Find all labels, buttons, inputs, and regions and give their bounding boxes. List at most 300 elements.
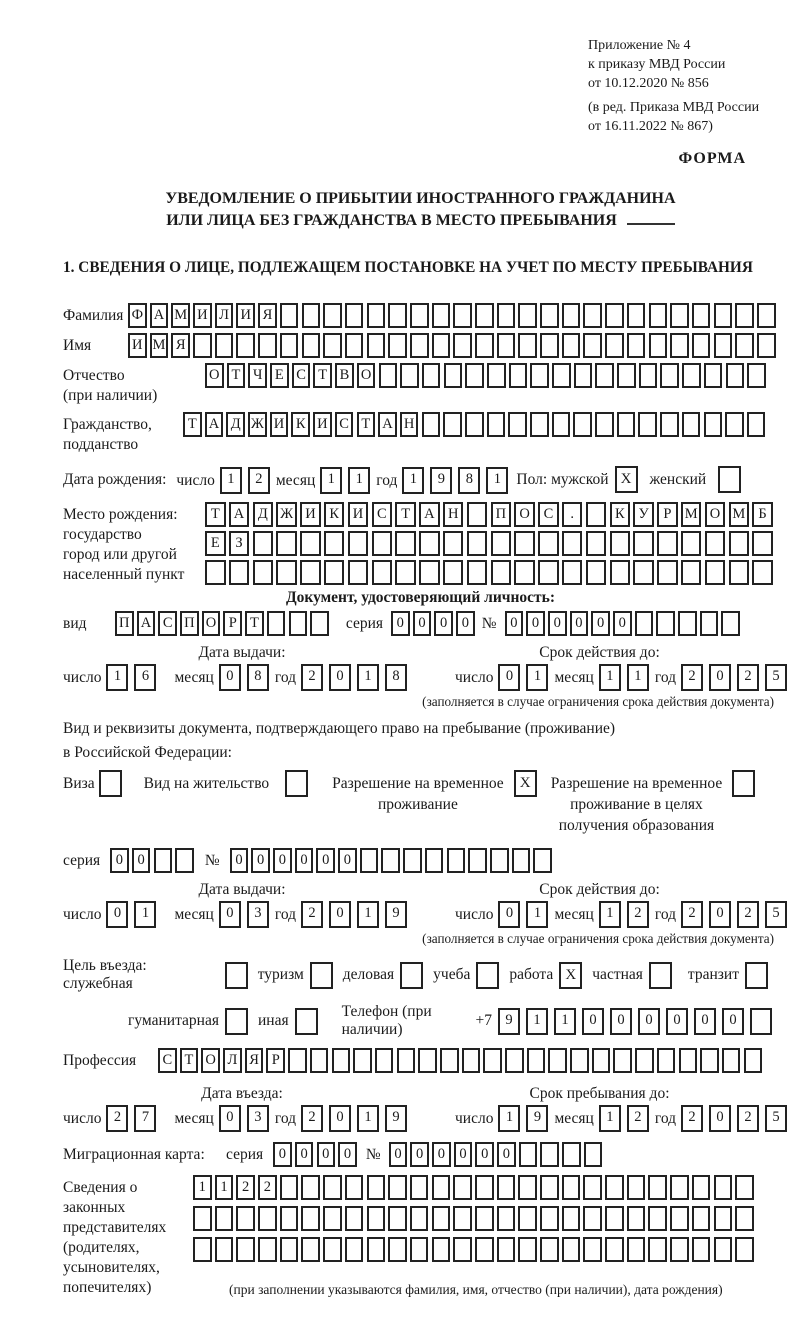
char-cell[interactable]: 2 [681,1105,703,1132]
char-cell[interactable]: 0 [694,1008,716,1035]
char-cell[interactable]: О [705,502,726,527]
char-cell[interactable]: Т [205,502,226,527]
birth-year-cells[interactable] [402,467,514,494]
char-cell[interactable] [518,1175,537,1200]
char-cell[interactable]: 1 [599,664,621,691]
char-cell[interactable] [747,363,766,388]
char-cell[interactable] [613,1048,632,1073]
char-cell[interactable]: 1 [599,1105,621,1132]
resdoc-valid-month-cells[interactable] [599,901,655,928]
char-cell[interactable]: М [681,502,702,527]
char-cell[interactable]: 0 [329,901,351,928]
char-cell[interactable] [605,1175,624,1200]
char-cell[interactable] [345,1206,364,1231]
char-cell[interactable] [372,531,393,556]
char-cell[interactable]: С [538,502,559,527]
char-cell[interactable] [518,1206,537,1231]
char-cell[interactable]: 0 [498,664,520,691]
char-cell[interactable]: 2 [301,1105,323,1132]
char-cell[interactable] [610,531,631,556]
entry-month-cells[interactable] [219,1105,275,1132]
char-cell[interactable]: Ж [248,412,267,437]
char-cell[interactable] [467,531,488,556]
char-cell[interactable] [205,560,226,585]
char-cell[interactable] [540,1206,559,1231]
char-cell[interactable] [410,303,429,328]
char-cell[interactable]: 0 [722,1008,744,1035]
char-cell[interactable]: Д [226,412,245,437]
char-cell[interactable]: 0 [526,611,545,636]
char-cell[interactable] [487,412,506,437]
char-cell[interactable]: 0 [497,1142,516,1167]
char-cell[interactable]: 1 [526,1008,548,1035]
char-cell[interactable] [302,333,321,358]
char-cell[interactable] [258,333,277,358]
char-cell[interactable] [193,1237,212,1262]
char-cell[interactable]: 8 [458,467,480,494]
char-cell[interactable] [617,363,636,388]
char-cell[interactable] [332,1048,351,1073]
birth-day-cells[interactable] [220,467,276,494]
char-cell[interactable]: 2 [627,901,649,928]
char-cell[interactable]: 0 [570,611,589,636]
birthplace-row3-cells[interactable] [205,560,776,585]
char-cell[interactable] [388,1206,407,1231]
char-cell[interactable]: С [158,1048,177,1073]
char-cell[interactable] [725,412,744,437]
char-cell[interactable] [639,363,658,388]
char-cell[interactable]: 2 [106,1105,128,1132]
visa-checkbox[interactable] [99,770,122,797]
char-cell[interactable] [595,363,614,388]
char-cell[interactable]: 1 [348,467,370,494]
char-cell[interactable]: 1 [357,664,379,691]
char-cell[interactable] [692,1175,711,1200]
char-cell[interactable]: 0 [317,1142,336,1167]
resdoc-issue-month-cells[interactable] [219,901,275,928]
char-cell[interactable] [491,560,512,585]
char-cell[interactable] [505,1048,524,1073]
char-cell[interactable]: О [201,1048,220,1073]
char-cell[interactable]: 2 [681,901,703,928]
char-cell[interactable] [660,412,679,437]
char-cell[interactable] [215,333,234,358]
stay-year-cells[interactable] [681,1105,793,1132]
char-cell[interactable] [610,560,631,585]
char-cell[interactable]: 0 [582,1008,604,1035]
reps-row2-cells[interactable] [193,1206,757,1231]
purpose-business-checkbox[interactable] [400,962,423,989]
char-cell[interactable]: Я [245,1048,264,1073]
char-cell[interactable] [444,363,463,388]
char-cell[interactable]: У [633,502,654,527]
purpose-other-checkbox[interactable] [295,1008,318,1035]
char-cell[interactable] [280,1175,299,1200]
char-cell[interactable]: 2 [236,1175,255,1200]
char-cell[interactable] [345,303,364,328]
char-cell[interactable]: 7 [134,1105,156,1132]
char-cell[interactable] [562,1237,581,1262]
char-cell[interactable]: 0 [591,611,610,636]
char-cell[interactable] [348,531,369,556]
char-cell[interactable] [670,303,689,328]
char-cell[interactable]: Ф [128,303,147,328]
char-cell[interactable] [443,531,464,556]
char-cell[interactable]: 0 [329,1105,351,1132]
char-cell[interactable] [432,1206,451,1231]
char-cell[interactable] [258,1206,277,1231]
char-cell[interactable] [605,303,624,328]
char-cell[interactable] [562,560,583,585]
char-cell[interactable] [657,1048,676,1073]
char-cell[interactable]: 1 [220,467,242,494]
char-cell[interactable] [175,848,194,873]
char-cell[interactable] [410,1237,429,1262]
char-cell[interactable] [462,1048,481,1073]
birth-month-cells[interactable] [320,467,376,494]
char-cell[interactable] [657,560,678,585]
iddoc-issue-year-cells[interactable] [301,664,413,691]
char-cell[interactable] [682,363,701,388]
char-cell[interactable] [657,531,678,556]
char-cell[interactable] [586,502,607,527]
char-cell[interactable] [422,363,441,388]
char-cell[interactable] [419,531,440,556]
char-cell[interactable]: П [115,611,134,636]
char-cell[interactable]: И [236,303,255,328]
char-cell[interactable] [276,560,297,585]
char-cell[interactable]: 8 [247,664,269,691]
char-cell[interactable]: 0 [219,901,241,928]
char-cell[interactable] [353,1048,372,1073]
char-cell[interactable] [280,1237,299,1262]
vnj-checkbox[interactable] [285,770,308,797]
char-cell[interactable] [670,1175,689,1200]
char-cell[interactable] [432,303,451,328]
char-cell[interactable] [660,363,679,388]
sex-female-checkbox[interactable] [718,466,741,493]
char-cell[interactable] [540,1142,559,1167]
char-cell[interactable] [681,560,702,585]
char-cell[interactable]: А [205,412,224,437]
birthplace-row2-cells[interactable] [205,531,776,556]
char-cell[interactable] [253,560,274,585]
char-cell[interactable]: 2 [248,467,270,494]
char-cell[interactable]: 2 [258,1175,277,1200]
char-cell[interactable] [465,363,484,388]
char-cell[interactable]: 1 [134,901,156,928]
iddoc-issue-day-cells[interactable] [106,664,162,691]
char-cell[interactable] [704,412,723,437]
char-cell[interactable] [372,560,393,585]
char-cell[interactable] [432,1175,451,1200]
purpose-study-checkbox[interactable] [476,962,499,989]
surname-cells[interactable] [128,303,779,328]
migcard-nomer-cells[interactable] [389,1142,606,1167]
char-cell[interactable]: 0 [454,1142,473,1167]
char-cell[interactable]: О [514,502,535,527]
char-cell[interactable] [453,1175,472,1200]
char-cell[interactable]: 0 [709,901,731,928]
firstname-cells[interactable] [128,333,779,358]
char-cell[interactable] [388,303,407,328]
char-cell[interactable] [410,333,429,358]
char-cell[interactable] [310,611,329,636]
char-cell[interactable] [729,531,750,556]
char-cell[interactable]: 1 [402,467,424,494]
char-cell[interactable] [700,611,719,636]
char-cell[interactable] [514,531,535,556]
purpose-work-checkbox[interactable]: X [559,962,582,989]
char-cell[interactable] [573,412,592,437]
char-cell[interactable] [649,303,668,328]
char-cell[interactable] [276,531,297,556]
char-cell[interactable] [540,1175,559,1200]
char-cell[interactable] [757,303,776,328]
char-cell[interactable] [705,560,726,585]
char-cell[interactable]: Ж [276,502,297,527]
char-cell[interactable]: 0 [391,611,410,636]
char-cell[interactable]: К [610,502,631,527]
char-cell[interactable]: Е [205,531,226,556]
char-cell[interactable] [193,333,212,358]
char-cell[interactable]: П [180,611,199,636]
char-cell[interactable] [744,1048,763,1073]
char-cell[interactable] [586,531,607,556]
char-cell[interactable]: 9 [526,1105,548,1132]
resdoc-seriya-cells[interactable] [110,848,197,873]
char-cell[interactable] [323,303,342,328]
char-cell[interactable]: 0 [434,611,453,636]
char-cell[interactable] [410,1206,429,1231]
char-cell[interactable] [465,412,484,437]
char-cell[interactable]: Т [395,502,416,527]
char-cell[interactable]: И [193,303,212,328]
citizenship-cells[interactable] [183,412,769,437]
resdoc-issue-day-cells[interactable] [106,901,162,928]
char-cell[interactable]: 5 [765,1105,787,1132]
char-cell[interactable] [288,1048,307,1073]
char-cell[interactable]: Б [752,502,773,527]
char-cell[interactable] [154,848,173,873]
char-cell[interactable]: 0 [475,1142,494,1167]
char-cell[interactable] [752,531,773,556]
char-cell[interactable]: И [348,502,369,527]
char-cell[interactable]: 0 [548,611,567,636]
char-cell[interactable] [592,1048,611,1073]
char-cell[interactable] [236,1206,255,1231]
char-cell[interactable] [509,363,528,388]
char-cell[interactable] [397,1048,416,1073]
char-cell[interactable] [633,560,654,585]
char-cell[interactable] [453,1237,472,1262]
char-cell[interactable] [367,303,386,328]
char-cell[interactable] [453,333,472,358]
char-cell[interactable] [443,560,464,585]
char-cell[interactable]: А [150,303,169,328]
char-cell[interactable]: 8 [385,664,407,691]
char-cell[interactable]: Т [227,363,246,388]
char-cell[interactable] [236,333,255,358]
purpose-official-checkbox[interactable] [225,962,248,989]
char-cell[interactable]: . [562,502,583,527]
profession-cells[interactable] [158,1048,765,1073]
char-cell[interactable]: Н [443,502,464,527]
char-cell[interactable] [497,1175,516,1200]
char-cell[interactable] [692,333,711,358]
char-cell[interactable]: 0 [338,1142,357,1167]
char-cell[interactable]: 3 [247,901,269,928]
iddoc-valid-month-cells[interactable] [599,664,655,691]
char-cell[interactable] [533,848,552,873]
char-cell[interactable] [324,531,345,556]
char-cell[interactable]: Т [357,412,376,437]
char-cell[interactable]: 0 [338,848,357,873]
char-cell[interactable]: Ч [248,363,267,388]
char-cell[interactable] [289,611,308,636]
char-cell[interactable] [562,1142,581,1167]
char-cell[interactable]: 0 [432,1142,451,1167]
char-cell[interactable] [487,363,506,388]
char-cell[interactable]: 2 [301,664,323,691]
char-cell[interactable]: 0 [316,848,335,873]
char-cell[interactable] [497,1237,516,1262]
char-cell[interactable] [432,333,451,358]
patronymic-cells[interactable] [205,363,769,388]
char-cell[interactable]: 0 [251,848,270,873]
char-cell[interactable] [475,1206,494,1231]
char-cell[interactable] [682,412,701,437]
char-cell[interactable] [400,363,419,388]
char-cell[interactable] [236,1237,255,1262]
rvpo-checkbox[interactable] [732,770,755,797]
char-cell[interactable] [447,848,466,873]
char-cell[interactable] [375,1048,394,1073]
char-cell[interactable]: 0 [230,848,249,873]
char-cell[interactable] [475,333,494,358]
char-cell[interactable] [562,1175,581,1200]
char-cell[interactable] [514,560,535,585]
char-cell[interactable] [735,303,754,328]
char-cell[interactable]: 1 [193,1175,212,1200]
char-cell[interactable]: А [229,502,250,527]
char-cell[interactable] [538,531,559,556]
char-cell[interactable] [367,1237,386,1262]
char-cell[interactable] [508,412,527,437]
char-cell[interactable]: Д [253,502,274,527]
char-cell[interactable] [518,333,537,358]
char-cell[interactable] [735,1206,754,1231]
char-cell[interactable]: 1 [486,467,508,494]
char-cell[interactable] [280,303,299,328]
char-cell[interactable] [323,1206,342,1231]
char-cell[interactable] [527,1048,546,1073]
char-cell[interactable]: М [729,502,750,527]
char-cell[interactable] [419,560,440,585]
char-cell[interactable] [583,333,602,358]
char-cell[interactable] [267,611,286,636]
char-cell[interactable] [367,1206,386,1231]
iddoc-nomer-cells[interactable] [505,611,744,636]
char-cell[interactable] [367,333,386,358]
char-cell[interactable] [583,1237,602,1262]
purpose-humanitarian-checkbox[interactable] [225,1008,248,1035]
char-cell[interactable]: 0 [110,848,129,873]
char-cell[interactable] [649,333,668,358]
char-cell[interactable] [324,560,345,585]
char-cell[interactable] [574,363,593,388]
char-cell[interactable]: 0 [389,1142,408,1167]
char-cell[interactable] [540,1237,559,1262]
char-cell[interactable] [229,560,250,585]
char-cell[interactable] [519,1142,538,1167]
char-cell[interactable] [491,531,512,556]
char-cell[interactable] [310,1048,329,1073]
char-cell[interactable]: А [137,611,156,636]
char-cell[interactable]: 0 [413,611,432,636]
char-cell[interactable]: В [335,363,354,388]
char-cell[interactable] [648,1175,667,1200]
char-cell[interactable]: 0 [219,664,241,691]
char-cell[interactable] [300,560,321,585]
char-cell[interactable]: 0 [106,901,128,928]
char-cell[interactable] [388,1237,407,1262]
char-cell[interactable] [280,333,299,358]
char-cell[interactable] [562,303,581,328]
char-cell[interactable] [617,412,636,437]
char-cell[interactable] [345,1175,364,1200]
char-cell[interactable]: 3 [247,1105,269,1132]
char-cell[interactable]: Я [258,303,277,328]
purpose-private-checkbox[interactable] [649,962,672,989]
reps-row1-cells[interactable] [193,1175,757,1200]
char-cell[interactable] [443,412,462,437]
char-cell[interactable]: 5 [765,901,787,928]
char-cell[interactable] [656,611,675,636]
char-cell[interactable] [253,531,274,556]
char-cell[interactable]: 5 [765,664,787,691]
resdoc-valid-year-cells[interactable] [681,901,793,928]
char-cell[interactable] [638,412,657,437]
char-cell[interactable]: 1 [554,1008,576,1035]
char-cell[interactable] [714,303,733,328]
char-cell[interactable] [467,560,488,585]
char-cell[interactable] [483,1048,502,1073]
char-cell[interactable]: О [357,363,376,388]
char-cell[interactable] [475,303,494,328]
char-cell[interactable] [301,1237,320,1262]
char-cell[interactable]: 0 [638,1008,660,1035]
char-cell[interactable] [714,1175,733,1200]
iddoc-seriya-cells[interactable] [391,611,478,636]
char-cell[interactable]: К [291,412,310,437]
char-cell[interactable] [367,1175,386,1200]
char-cell[interactable] [705,531,726,556]
char-cell[interactable]: Т [180,1048,199,1073]
char-cell[interactable] [323,333,342,358]
char-cell[interactable]: О [202,611,221,636]
char-cell[interactable] [704,363,723,388]
char-cell[interactable] [714,1206,733,1231]
char-cell[interactable] [595,412,614,437]
phone-cells[interactable] [498,1008,778,1035]
char-cell[interactable]: 2 [681,664,703,691]
char-cell[interactable] [418,1048,437,1073]
char-cell[interactable] [323,1175,342,1200]
char-cell[interactable]: 2 [737,901,759,928]
entry-day-cells[interactable] [106,1105,162,1132]
iddoc-vid-cells[interactable] [115,611,332,636]
